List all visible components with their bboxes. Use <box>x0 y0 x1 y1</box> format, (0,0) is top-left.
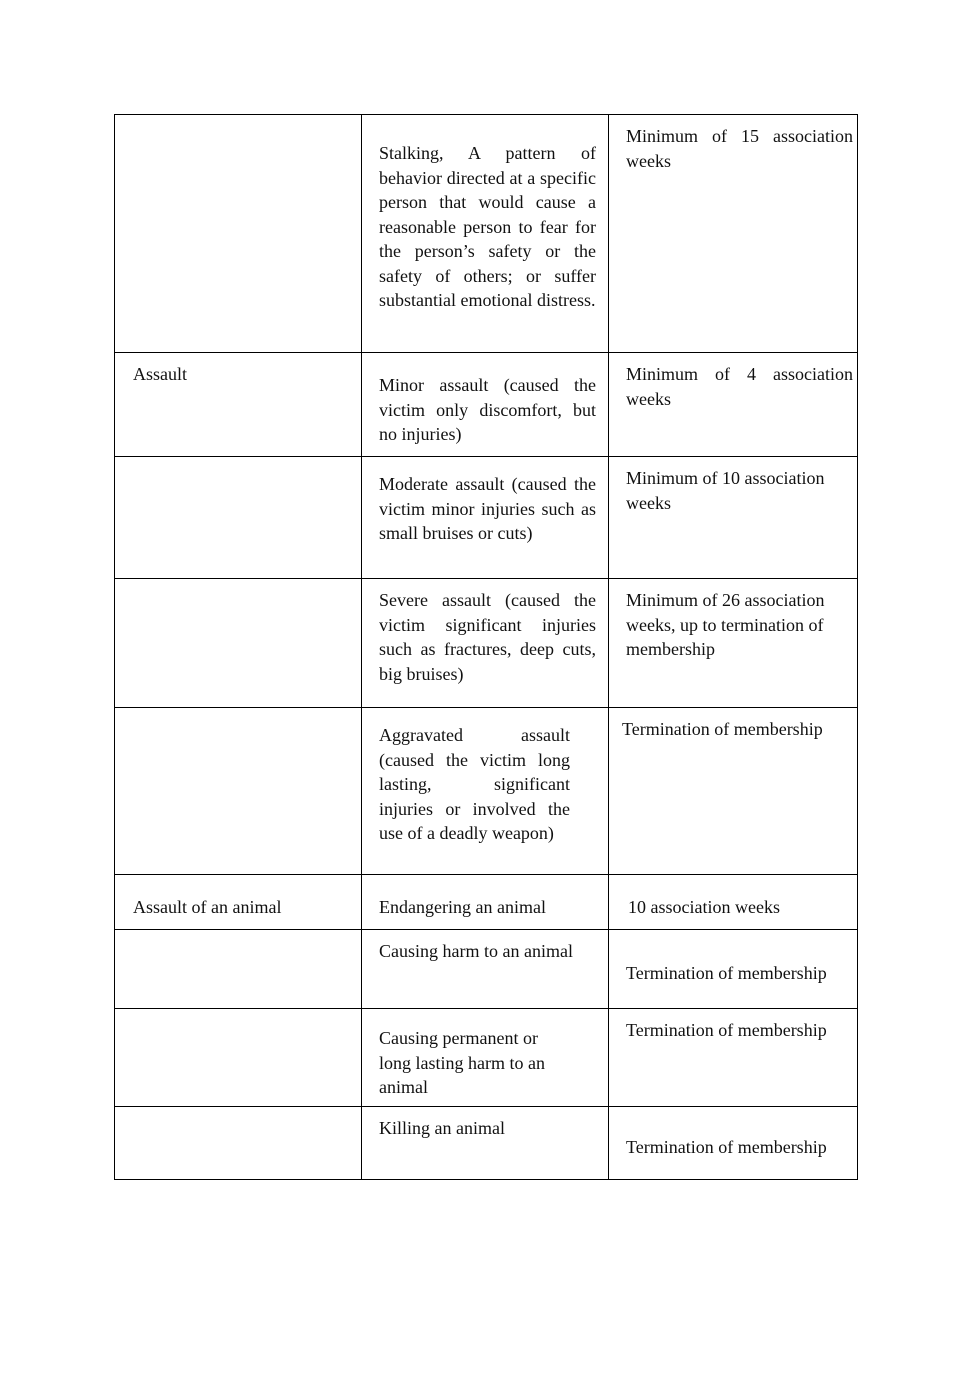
description-cell <box>362 1107 609 1179</box>
table-row <box>115 352 857 456</box>
table-row <box>115 1008 857 1106</box>
table-row <box>115 707 857 874</box>
penalty-cell <box>609 930 857 1008</box>
penalty-cell <box>609 1009 857 1106</box>
penalty-text: 10 association weeks <box>628 897 780 917</box>
description-text: Causing permanent or long lasting harm to an animal <box>379 1028 545 1097</box>
table-row <box>115 578 857 707</box>
penalty-text: Minimum of 26 association weeks, up to termination of membership <box>626 590 825 659</box>
description-text: Aggravated assault (caused the victim long lasting, significant injuries or involved the use of a deadly weapon) <box>379 725 570 843</box>
penalty-text: Termination of membership <box>622 719 823 739</box>
description-cell <box>362 875 609 929</box>
description-text: Endangering an animal <box>379 897 546 917</box>
description-cell <box>362 579 609 707</box>
penalty-text: Minimum of 4 association weeks <box>626 364 853 409</box>
penalty-cell <box>609 1107 857 1179</box>
description-text: Stalking, A pattern of behavior directed at a specific person that would cause a reasonable person to fear for the person’s safety or the safety of others; or suffer substantial emotional distress. <box>379 143 596 310</box>
penalty-text: Minimum of 10 association weeks <box>626 468 825 513</box>
offense-cell <box>115 1009 362 1106</box>
description-cell <box>362 930 609 1008</box>
table-row <box>115 1106 857 1179</box>
penalty-cell <box>609 875 857 929</box>
description-text: Minor assault (caused the victim only discomfort, but no injuries) <box>379 375 596 444</box>
offense-cell <box>115 930 362 1008</box>
offense-cell <box>115 579 362 707</box>
penalty-cell <box>609 457 857 578</box>
description-cell <box>362 115 609 352</box>
penalty-table <box>114 114 858 1180</box>
table-row <box>115 115 857 352</box>
penalty-cell <box>609 353 857 456</box>
description-text: Moderate assault (caused the victim minor injuries such as small bruises or cuts) <box>379 474 596 543</box>
description-text: Killing an animal <box>379 1118 505 1138</box>
penalty-cell <box>609 115 857 352</box>
description-cell <box>362 708 609 874</box>
description-cell <box>362 353 609 456</box>
offense-cell <box>115 708 362 874</box>
offense-cell <box>115 353 362 456</box>
penalty-text: Termination of membership <box>626 963 827 983</box>
description-cell <box>362 457 609 578</box>
description-text: Severe assault (caused the victim significant injuries such as fractures, deep cuts, big bruises) <box>379 590 596 684</box>
offense-cell <box>115 1107 362 1179</box>
penalty-cell <box>609 708 857 874</box>
penalty-text: Termination of membership <box>626 1020 827 1040</box>
offense-text: Assault <box>133 364 187 384</box>
offense-text: Assault of an animal <box>133 897 282 917</box>
table-row <box>115 929 857 1008</box>
description-cell <box>362 1009 609 1106</box>
offense-cell <box>115 875 362 929</box>
penalty-text: Termination of membership <box>626 1137 827 1157</box>
table-row <box>115 456 857 578</box>
offense-cell <box>115 115 362 352</box>
penalty-cell <box>609 579 857 707</box>
table-row <box>115 874 857 929</box>
description-text: Causing harm to an animal <box>379 941 573 961</box>
offense-cell <box>115 457 362 578</box>
penalty-text: Minimum of 15 association weeks <box>626 126 853 171</box>
